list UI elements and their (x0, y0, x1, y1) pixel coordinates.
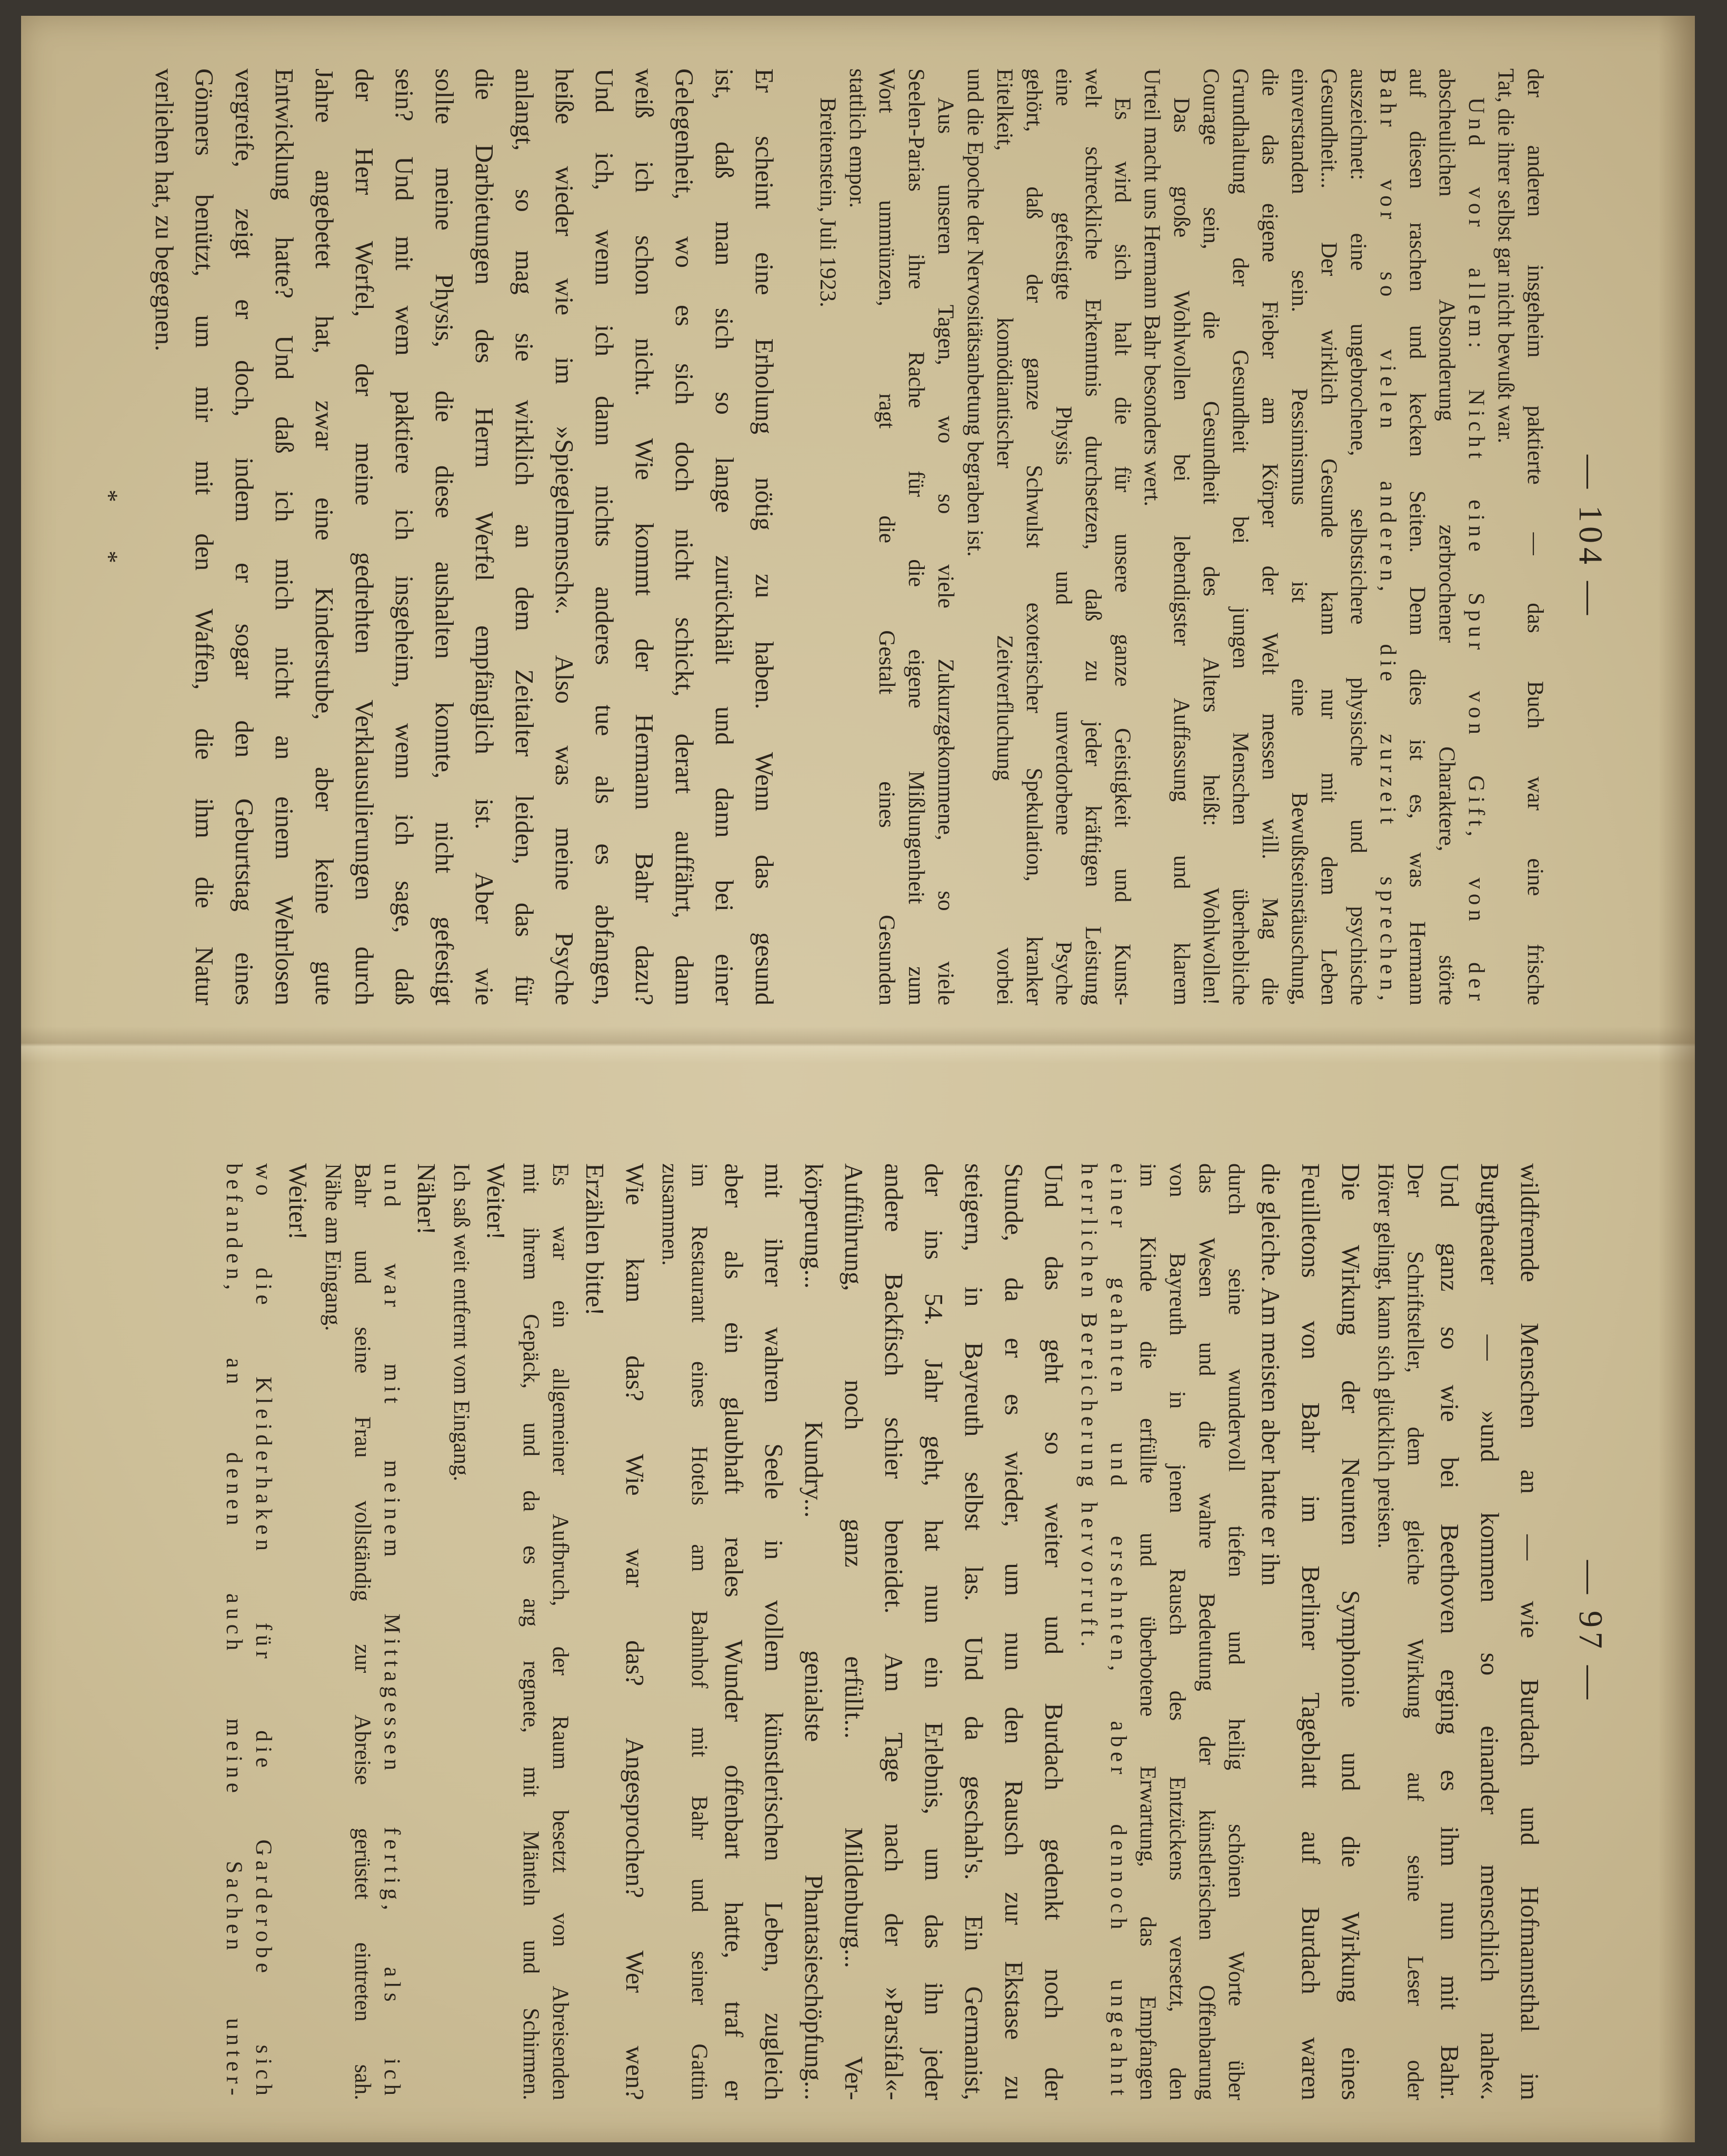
text-line: Courage sein, die Gesundheit des Alters heißt: Wohlwollen! (1199, 68, 1223, 1005)
text-line: herrlichen Bereicherung hervorruft. (1076, 1163, 1101, 1652)
text-line: Bahr vor so vielen anderen, die zurzeit sprechen, (1375, 68, 1400, 1005)
text-line: Und ganz so wie bei Beethoven erging es ihm nun mit Bahr. (1435, 1163, 1464, 2100)
page-97 (222, 1163, 1610, 2100)
text-line: der anderen insgeheim paktierte — das Buch war eine frische (1523, 68, 1548, 1005)
text-line: und die Epoche der Nervositätsanbetung begraben ist. (963, 68, 987, 557)
text-line: Näher! (412, 1163, 441, 1235)
text-line: Weiter! (482, 1163, 511, 1240)
page-104 (95, 68, 1610, 1005)
text-line: durch seine wundervoll tiefen und heilig schönen Worte über (1224, 1163, 1249, 2100)
text-line: und war mit meinem Mittagessen fertig, als ich (380, 1163, 404, 2100)
text-line: im Kinde die erfüllte und überbotene Erwartung, das Empfangen (1135, 1163, 1160, 2100)
text-line: auf diesen raschen und kecken Seiten. Denn dies ist es, was Hermann (1405, 68, 1430, 1005)
text-line: heiße wieder wie im »Spiegelmensch«. Also was meine Psyche (550, 68, 579, 1005)
text-line: Erzählen bitte! (581, 1163, 610, 1316)
text-line: Nähe am Eingang. (321, 1163, 345, 1331)
text-line: Gelegenheit, wo es sich doch nicht schickt, derart auffährt, dann (670, 68, 699, 1005)
text-line: der Herr Werfel, der meine gedrehten Verklausulierungen durch (350, 68, 379, 1005)
text-line: verliehen hat, zu begegnen. (150, 68, 179, 352)
text-line: Der Schriftsteller, dem gleiche Wirkung auf seine Leser oder (1403, 1163, 1427, 2100)
page-number: — 97 — (1572, 1560, 1610, 1703)
text-line: Es war ein allgemeiner Aufbruch, der Raum besetzt von Abreisenden (548, 1163, 573, 2100)
text-line: zusammen. (657, 1163, 682, 1266)
text-line: Tat, die ihrer selbst gar nicht bewußt war. (1493, 68, 1518, 444)
text-line: stattlich empor. (845, 68, 870, 208)
text-line: welt schreckliche Erkenntnis durchsetzen, daß zu jeder kräftigen Leistung (1081, 68, 1105, 1005)
text-line: Hörer gelingt, kann sich glücklich preisen. (1373, 1163, 1398, 1549)
text-line: die Darbietungen des Herrn Werfel empfänglich ist. Aber wie (470, 68, 499, 1005)
text-line: Stunde, da er es wieder, um nun den Rausch zur Ekstase zu (1000, 1163, 1029, 2100)
text-line: anlangt, so mag sie wirklich an dem Zeitalter leiden, das für (510, 68, 539, 1005)
text-line: im Restaurant eines Hotels am Bahnhof mit Bahr und seiner Gattin (687, 1163, 712, 2100)
text-line: gehört, daß der ganze Schwulst exoterischer Spekulation, kranker (1022, 68, 1046, 1005)
text-line: die gleiche. Am meisten aber hatte er ihn (1256, 1163, 1285, 1586)
text-line: Und das geht so weiter und Burdach gedenkt noch der (1040, 1163, 1069, 2100)
text-line: steigern, in Bayreuth selbst las. Und da geschah's. Ein Germanist, (960, 1163, 989, 2100)
text-line: Feuilletons von Bahr im Berliner Tageblatt auf Burdach waren (1296, 1163, 1325, 2100)
text-line: Burgtheater — »und kommen so einander menschlich nahe«. (1475, 1163, 1504, 2100)
text-line: wildfremde Menschen an — wie Burdach und Hofmannsthal im (1515, 1163, 1544, 2100)
text-line: Und vor allem: Nicht eine Spur von Gift, von der (1464, 97, 1489, 1005)
text-line: sein? Und mit wem paktiere ich insgeheim, wenn ich sage, daß (390, 68, 419, 1005)
text-line: Jahre angebetet hat, zwar eine Kinderstube, aber keine gute (310, 68, 339, 1005)
text-line: aber als ein glaubhaft reales Wunder offenbart hatte, traf er (720, 1163, 748, 2100)
scanned-book-spread (21, 16, 1695, 2142)
dateline: Breitenstein, Juli 1923. (815, 97, 840, 307)
text-line: mit ihrem Gepäck, und da es arg regnete, mit Mänteln und Schirmen. (518, 1163, 543, 2100)
text-line: Gesundheit... Der wirklich Gesunde kann nur mit dem Leben (1316, 68, 1341, 1005)
page-edge-shadow (1658, 16, 1695, 2142)
text-line: Aus unseren Tagen, wo so viele Zukurzgekommene, so viele (933, 97, 958, 1005)
spacer (784, 68, 813, 1005)
text-line: Wort ummünzen, ragt die Gestalt eines Gesunden (874, 68, 899, 1005)
text-line: sollte meine Physis, die diese aushalten konnte, nicht gefestigt (430, 68, 459, 1005)
text-line: einer geahnten und ersehnten, aber dennoch ungeahnt (1106, 1163, 1131, 2100)
text-line: die das eigene Fieber am Körper der Welt messen will. Mag die (1257, 68, 1282, 1005)
section-divider: * * (95, 490, 123, 584)
text-line: von Bayreuth in jenen Rausch des Entzückens versetzt, den (1165, 1163, 1190, 2100)
text-line: befanden, an denen auch meine Sachen unter- (222, 1163, 246, 2100)
text-line: Entwicklung hatte? Und daß ich mich nicht an einem Wehrlosen (270, 68, 299, 1005)
text-line: vergreife, zeigt er doch, indem er sogar den Geburtstag eines (230, 68, 259, 1005)
text-line: Gönners benützt, um mir mit den Waffen, die ihm die Natur (190, 68, 219, 1005)
text-line: auszeichnet: eine ungebrochene, selbstsichere physische und psychische (1346, 68, 1371, 1005)
text-line: Eitelkeit, komödiantischer Zeitverfluchung vorbei (992, 68, 1017, 1005)
text-line: ist, daß man sich so lange zurückhält und dann bei einer (710, 68, 739, 1005)
text-line: mit ihrer wahren Seele in vollem künstlerischen Leben, zugleich (760, 1163, 788, 2100)
text-line: Grundhaltung der Gesundheit bei jungen Menschen überhebliche (1228, 68, 1253, 1005)
text-line: der ins 54. Jahr geht, hat nun ein Erlebnis, um das ihn jeder (920, 1163, 949, 2100)
text-line: Ich saß weit entfernt vom Eingang. (449, 1163, 474, 1482)
text-line: Seelen-Parias ihre Rache für die eigene Mißlungenheit zum (904, 68, 929, 1005)
text-line: Es wird sich halt die für unsere ganze Geistigkeit und Kunst- (1110, 97, 1135, 1005)
text-line: Er scheint eine Erholung nötig zu haben. Wenn das gesund (750, 68, 779, 1005)
text-line: Bahr und seine Frau vollständig zur Abreise gerüstet eintreten sah. (350, 1163, 375, 2100)
page-number: — 104 — (1572, 455, 1610, 619)
text-line: Wie kam das? Wie war das? Angesprochen? Wer wen? (621, 1163, 650, 2100)
text-line: wo die Kleiderhaken für die Garderobe sich (251, 1163, 276, 2100)
text-line: Weiter! (284, 1163, 313, 1240)
center-fold (21, 1026, 1695, 1063)
text-line: körperung... Kundry... genialste Phantasieschöpfung... (800, 1163, 828, 2100)
text-line: einverstanden sein. Pessimismus ist eine Bewußtseinstäuschung, (1287, 68, 1312, 1005)
text-line: andere Backfisch schier beneidet. Am Tage nach der »Parsifal«- (880, 1163, 909, 2100)
text-line: Das große Wohlwollen bei lebendigster Auffassung und klarem (1169, 97, 1194, 1005)
text-line: abscheulichen Absonderung zerbrochener Charaktere, störte (1434, 68, 1459, 1005)
text-line: Und ich, wenn ich dann nichts anderes tue als es abfangen, (590, 68, 619, 1005)
text-line: Urteil macht uns Hermann Bahr besonders wert. (1140, 68, 1164, 507)
text-line: Die Wirkung der Neunten Symphonie und die Wirkung eines (1336, 1163, 1365, 2100)
text-line: eine gefestigte Physis und unverdorbene Psyche (1051, 68, 1076, 1005)
text-line: Aufführung, noch ganz erfüllt... Mildenburg... Ver- (840, 1163, 869, 2100)
text-line: das Wesen und die wahre Bedeutung der künstlerischen Offenbarung (1194, 1163, 1219, 2100)
text-line: weiß ich schon nicht. Wie kommt der Hermann Bahr dazu? (630, 68, 659, 1005)
